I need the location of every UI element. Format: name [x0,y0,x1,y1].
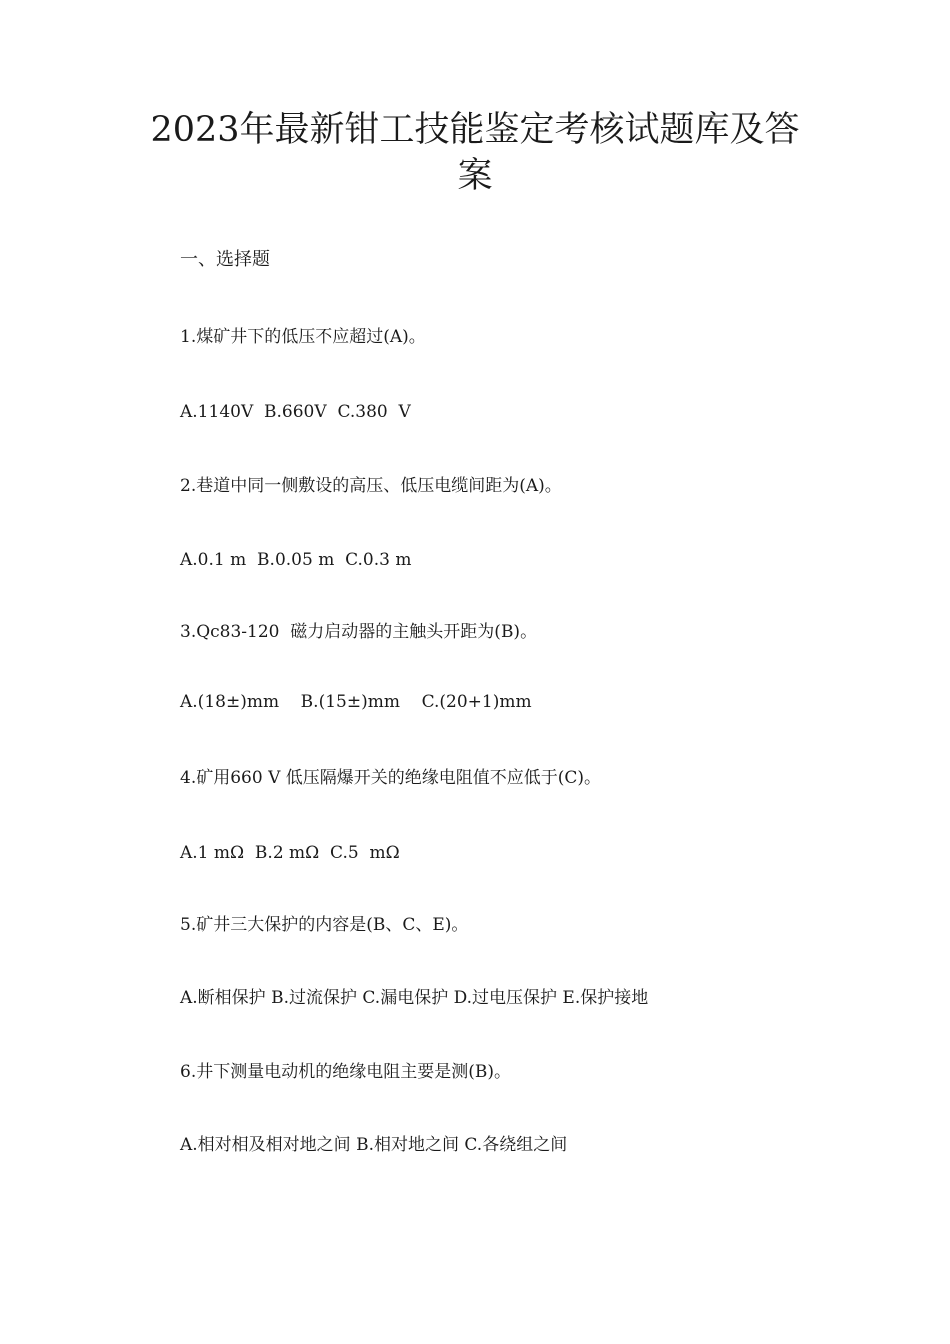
question-4-options: A.1 mΩ B.2 mΩ C.5 mΩ [180,843,400,863]
document-title-line-2: 案 [457,156,493,196]
question-2: 2.巷道中同一侧敷设的高压、低压电缆间距为(A)。 [180,476,562,496]
question-6-options: A.相对相及相对地之间 B.相对地之间 C.各绕组之间 [180,1135,568,1155]
question-1-options: A.1140V B.660V C.380 V [180,402,411,422]
question-4: 4.矿用660 V 低压隔爆开关的绝缘电阻值不应低于(C)。 [180,768,602,788]
question-2-options: A.0.1 m B.0.05 m C.0.3 m [180,550,412,570]
question-3: 3.Qc83-120 磁力启动器的主触头开距为(B)。 [180,622,538,642]
question-5: 5.矿井三大保护的内容是(B、C、E)。 [180,915,469,935]
section-heading: 一、选择题 [180,249,270,270]
question-1: 1.煤矿井下的低压不应超过(A)。 [180,327,426,347]
question-3-options: A.(18±)mm B.(15±)mm C.(20+1)mm [180,692,532,712]
question-6: 6.井下测量电动机的绝缘电阻主要是测(B)。 [180,1062,511,1082]
document-title-line-1: 2023年最新钳工技能鉴定考核试题库及答 [150,110,800,150]
question-5-options: A.断相保护 B.过流保护 C.漏电保护 D.过电压保护 E.保护接地 [180,988,649,1008]
